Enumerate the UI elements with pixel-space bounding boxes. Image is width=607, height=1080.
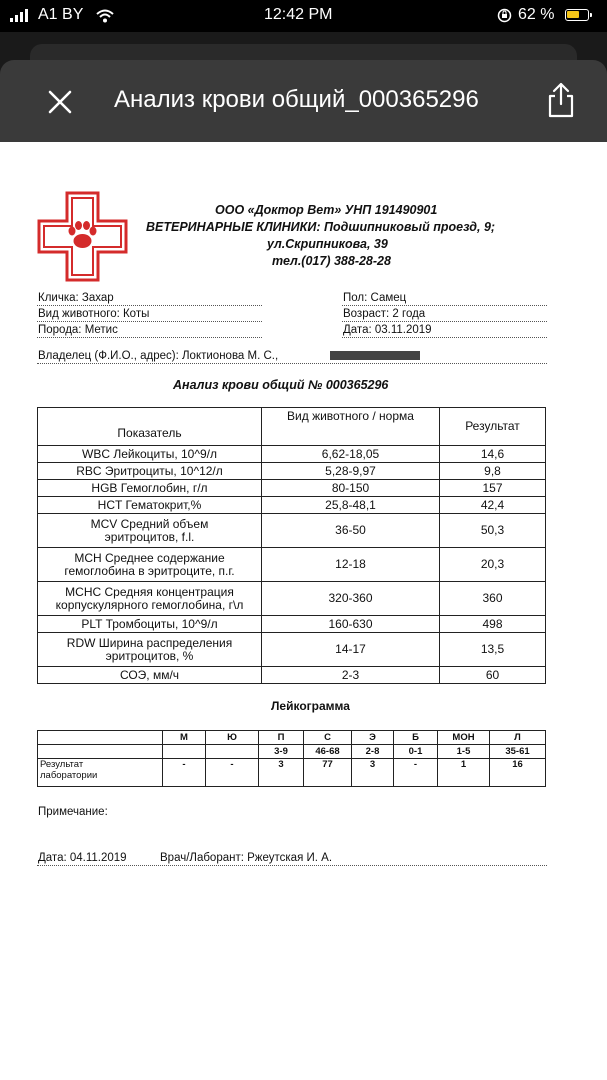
row-param — [38, 514, 262, 548]
result-label-line2: лаборатории — [40, 770, 98, 781]
row-norm: 2-3 — [262, 667, 440, 684]
row-result: 13,5 — [440, 633, 546, 667]
clinic-street: ул.Скрипникова, 39 — [267, 237, 388, 251]
orientation-lock-icon — [497, 8, 512, 28]
leukogram-result: 3 — [352, 759, 394, 787]
pet-nickname: Кличка: Захар — [38, 292, 114, 304]
row-param: RBC Эритроциты, 10^12/л — [38, 463, 262, 480]
table-row — [38, 497, 546, 514]
leukogram-header-row — [38, 731, 546, 745]
leukogram-result: - — [163, 759, 206, 787]
row-result: 20,3 — [440, 548, 546, 582]
pet-breed: Порода: Метис — [38, 324, 118, 336]
table-row — [38, 667, 546, 684]
row-norm: 25,8-48,1 — [262, 497, 440, 514]
clinic-phone: тел.(017) 388-28-28 — [272, 254, 391, 268]
footer-doctor: Врач/Лаборант: Ржеутская И. А. — [160, 852, 333, 864]
row-result: 360 — [440, 582, 546, 616]
leukogram-table — [37, 730, 546, 787]
leukogram-result: 3 — [259, 759, 304, 787]
share-button[interactable] — [544, 80, 578, 120]
analysis-title: Анализ крови общий № 000365296 — [173, 378, 389, 392]
leukogram-norm: 0-1 — [394, 745, 438, 759]
leukogram-result: - — [394, 759, 438, 787]
leukogram-col: М — [163, 731, 206, 745]
row-norm: 5,28-9,97 — [262, 463, 440, 480]
row-norm: 160-630 — [262, 616, 440, 633]
row-param-line1: RDW Ширина распределения — [66, 635, 233, 650]
leukogram-col: Л — [490, 731, 546, 745]
row-norm: 320-360 — [262, 582, 440, 616]
clinic-logo-icon — [37, 191, 128, 282]
table-row — [38, 548, 546, 582]
leukogram-norm-row — [38, 745, 546, 759]
battery-percent: 62 % — [518, 6, 555, 23]
leukogram-result: - — [206, 759, 259, 787]
row-param-line2: эритроцитов, % — [105, 648, 194, 663]
redacted-address — [330, 351, 420, 360]
row-param: СОЭ, мм/ч — [38, 667, 262, 684]
leukogram-norm: 2-8 — [352, 745, 394, 759]
leukogram-norm — [206, 745, 259, 759]
document-page — [0, 142, 607, 1080]
row-param-line2: корпускулярного гемоглобина, г\л — [55, 597, 244, 612]
leukogram-norm — [163, 745, 206, 759]
result-label-line1: Результат — [40, 759, 84, 770]
row-result: 14,6 — [440, 446, 546, 463]
leukogram-norm: 3-9 — [259, 745, 304, 759]
leukogram-result-row — [38, 759, 546, 787]
row-param: PLT Тромбоциты, 10^9/л — [38, 616, 262, 633]
leukogram-result: 16 — [490, 759, 546, 787]
leukogram-corner — [38, 731, 163, 745]
signal-icon — [10, 8, 30, 27]
pet-sex: Пол: Самец — [343, 292, 407, 304]
wifi-icon — [96, 7, 114, 25]
row-param: HGB Гемоглобин, г/л — [38, 480, 262, 497]
row-result: 50,3 — [440, 514, 546, 548]
leukogram-result: 77 — [304, 759, 352, 787]
row-result: 157 — [440, 480, 546, 497]
row-param-line2: гемоглобина в эритроците, п.г. — [64, 563, 235, 578]
status-bar — [0, 0, 607, 32]
row-param-line1: MCV Средний объем — [90, 516, 209, 531]
header-result: Результат — [440, 408, 546, 446]
leukogram-col: Ю — [206, 731, 259, 745]
blood-results-table — [37, 407, 546, 684]
battery-icon — [565, 9, 589, 21]
leukogram-col: Б — [394, 731, 438, 745]
row-param: WBC Лейкоциты, 10^9/л — [38, 446, 262, 463]
leukogram-title: Лейкограмма — [271, 699, 350, 713]
analysis-date: Дата: 03.11.2019 — [343, 324, 432, 336]
row-norm: 6,62-18,05 — [262, 446, 440, 463]
row-param-line2: эритроцитов, f.l. — [104, 529, 195, 544]
table-header-row — [38, 408, 546, 446]
row-param-line1: MCH Среднее содержание — [74, 550, 225, 565]
table-row — [38, 514, 546, 548]
leukogram-result-label — [38, 759, 163, 787]
leukogram-col: Э — [352, 731, 394, 745]
leukogram-col: МОН — [438, 731, 490, 745]
leukogram-norm: 1-5 — [438, 745, 490, 759]
row-param — [38, 582, 262, 616]
leukogram-col: П — [259, 731, 304, 745]
clinic-address: ВЕТЕРИНАРНЫЕ КЛИНИКИ: Подшипниковый проезд, 9; — [146, 220, 496, 234]
owner-info: Владелец (Ф.И.О., адрес): Локтионова М. С., — [38, 350, 279, 362]
header-param: Показатель — [38, 408, 262, 446]
close-button[interactable] — [44, 86, 76, 118]
leukogram-result: 1 — [438, 759, 490, 787]
table-row — [38, 446, 546, 463]
row-result: 60 — [440, 667, 546, 684]
close-icon — [44, 86, 76, 118]
row-result: 498 — [440, 616, 546, 633]
carrier-label: A1 BY — [38, 6, 84, 23]
table-row — [38, 616, 546, 633]
table-row — [38, 463, 546, 480]
table-row — [38, 582, 546, 616]
row-norm: 80-150 — [262, 480, 440, 497]
table-row — [38, 480, 546, 497]
footer-date: Дата: 04.11.2019 — [38, 852, 127, 864]
row-result: 9,8 — [440, 463, 546, 480]
table-row — [38, 633, 546, 667]
leukogram-norm-label — [38, 745, 163, 759]
note-label: Примечание: — [38, 806, 108, 818]
row-param-line1: MCHC Средняя концентрация — [65, 584, 234, 599]
header-norm: Вид животного / норма — [262, 408, 440, 446]
pet-age: Возраст: 2 года — [343, 308, 426, 320]
row-norm: 36-50 — [262, 514, 440, 548]
row-param — [38, 633, 262, 667]
clinic-name: ООО «Доктор Вет» УНП 191490901 — [215, 203, 438, 217]
row-result: 42,4 — [440, 497, 546, 514]
clock-time: 12:42 PM — [264, 6, 333, 23]
pet-species: Вид животного: Коты — [38, 308, 150, 320]
row-norm: 12-18 — [262, 548, 440, 582]
leukogram-norm: 35-61 — [490, 745, 546, 759]
leukogram-col: С — [304, 731, 352, 745]
row-norm: 14-17 — [262, 633, 440, 667]
row-param — [38, 548, 262, 582]
document-title: Анализ крови общий_000365296 — [114, 86, 479, 113]
row-param: HCT Гематокрит,% — [38, 497, 262, 514]
leukogram-norm: 46-68 — [304, 745, 352, 759]
share-icon — [544, 80, 578, 120]
